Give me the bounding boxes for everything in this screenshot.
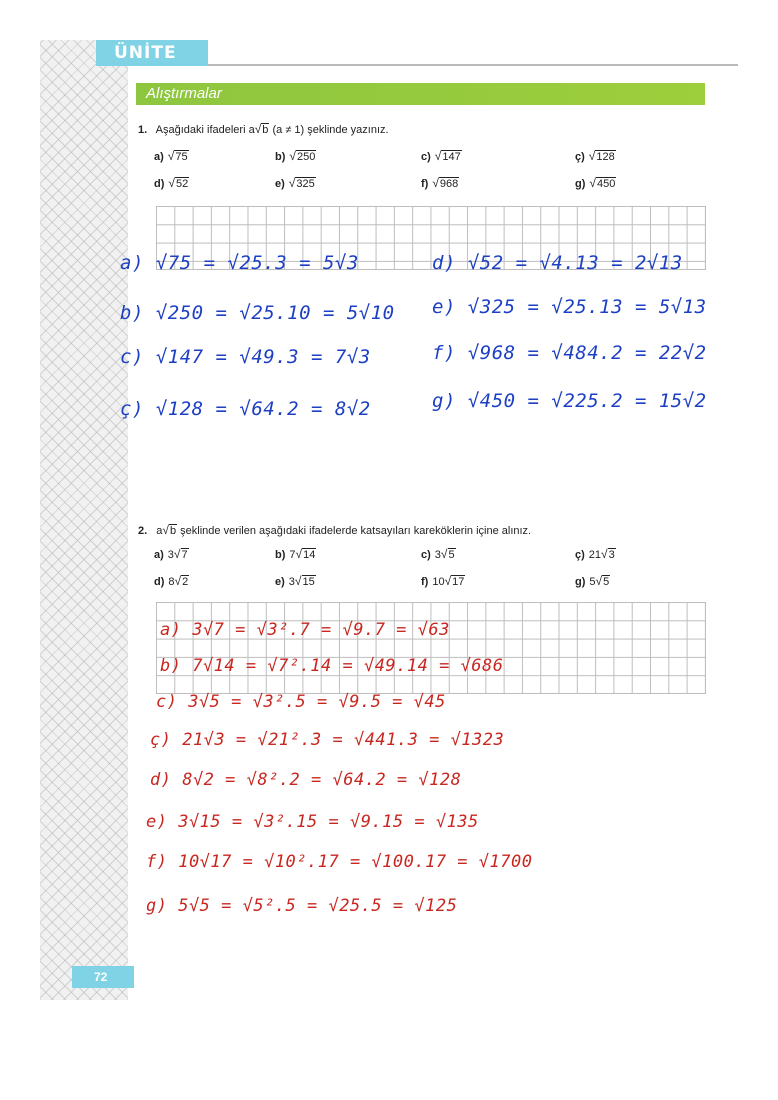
question-number: 1. <box>138 124 148 136</box>
question-text: Aşağıdaki ifadeleri a <box>155 124 255 136</box>
option-item: d) √52 <box>154 176 189 190</box>
question-text-end: şeklinde verilen aşağıdaki ifadelerde katsayıları kareköklerin içine alınız. <box>180 525 532 537</box>
radical-icon: √ <box>254 122 262 136</box>
question-condition: (a ≠ 1) <box>272 124 305 136</box>
option-item: c) 3√5 <box>421 547 455 561</box>
page-number: 72 <box>72 966 134 988</box>
option-item: c) √147 <box>421 149 461 163</box>
unit-tab: ÜNİTE <box>96 40 208 66</box>
option-item: e) √325 <box>275 176 315 190</box>
option-item: ç) √128 <box>575 149 615 163</box>
option-item: g) √450 <box>575 176 616 190</box>
radical-icon: √ <box>162 523 169 537</box>
q1-answer: b) √250 = √25.10 = 5√10 <box>120 302 395 324</box>
decorative-pattern-strip <box>40 40 128 1000</box>
q2-answer: g) 5√5 = √5².5 = √25.5 = √125 <box>146 896 458 916</box>
q1-answer: ç) √128 = √64.2 = 8√2 <box>120 398 371 420</box>
option-item: e) 3√15 <box>275 574 315 588</box>
option-item: d) 8√2 <box>154 574 189 588</box>
option-item: a) √75 <box>154 149 188 163</box>
q1-answer: c) √147 = √49.3 = 7√3 <box>120 346 371 368</box>
question-1 <box>138 122 389 136</box>
option-item: b) √250 <box>275 149 316 163</box>
option-item: g) 5√5 <box>575 574 610 588</box>
q2-answer: ç) 21√3 = √21².3 = √441.3 = √1323 <box>150 730 505 750</box>
option-item: b) 7√14 <box>275 547 316 561</box>
option-item: ç) 21√3 <box>575 547 615 561</box>
option-item: f) 10√17 <box>421 574 465 588</box>
question-text: a <box>156 525 163 537</box>
q1-answer: e) √325 = √25.13 = 5√13 <box>432 296 707 318</box>
question-number: 2. <box>138 525 148 537</box>
option-item: a) 3√7 <box>154 547 188 561</box>
q2-answer: e) 3√15 = √3².15 = √9.15 = √135 <box>146 812 479 832</box>
q2-answer: a) 3√7 = √3².7 = √9.7 = √63 <box>160 620 450 640</box>
section-title: Alıştırmalar <box>136 83 705 105</box>
question-2 <box>138 523 531 537</box>
q2-answer: b) 7√14 = √7².14 = √49.14 = √686 <box>160 656 504 676</box>
q1-answer: d) √52 = √4.13 = 2√13 <box>432 252 683 274</box>
q1-answer: a) √75 = √25.3 = 5√3 <box>120 252 359 274</box>
q2-answer: d) 8√2 = √8².2 = √64.2 = √128 <box>150 770 462 790</box>
q2-answer: c) 3√5 = √3².5 = √9.5 = √45 <box>156 692 446 712</box>
q2-grid <box>156 602 706 694</box>
question-radicand: b <box>169 525 177 537</box>
question-radicand: b <box>262 124 269 136</box>
header-rule <box>208 64 738 66</box>
q1-answer: g) √450 = √225.2 = 15√2 <box>432 390 707 412</box>
q2-answer: f) 10√17 = √10².17 = √100.17 = √1700 <box>146 852 533 872</box>
q1-answer: f) √968 = √484.2 = 22√2 <box>432 342 707 364</box>
question-text-end: şeklinde yazınız. <box>307 124 389 136</box>
option-item: f) √968 <box>421 176 459 190</box>
